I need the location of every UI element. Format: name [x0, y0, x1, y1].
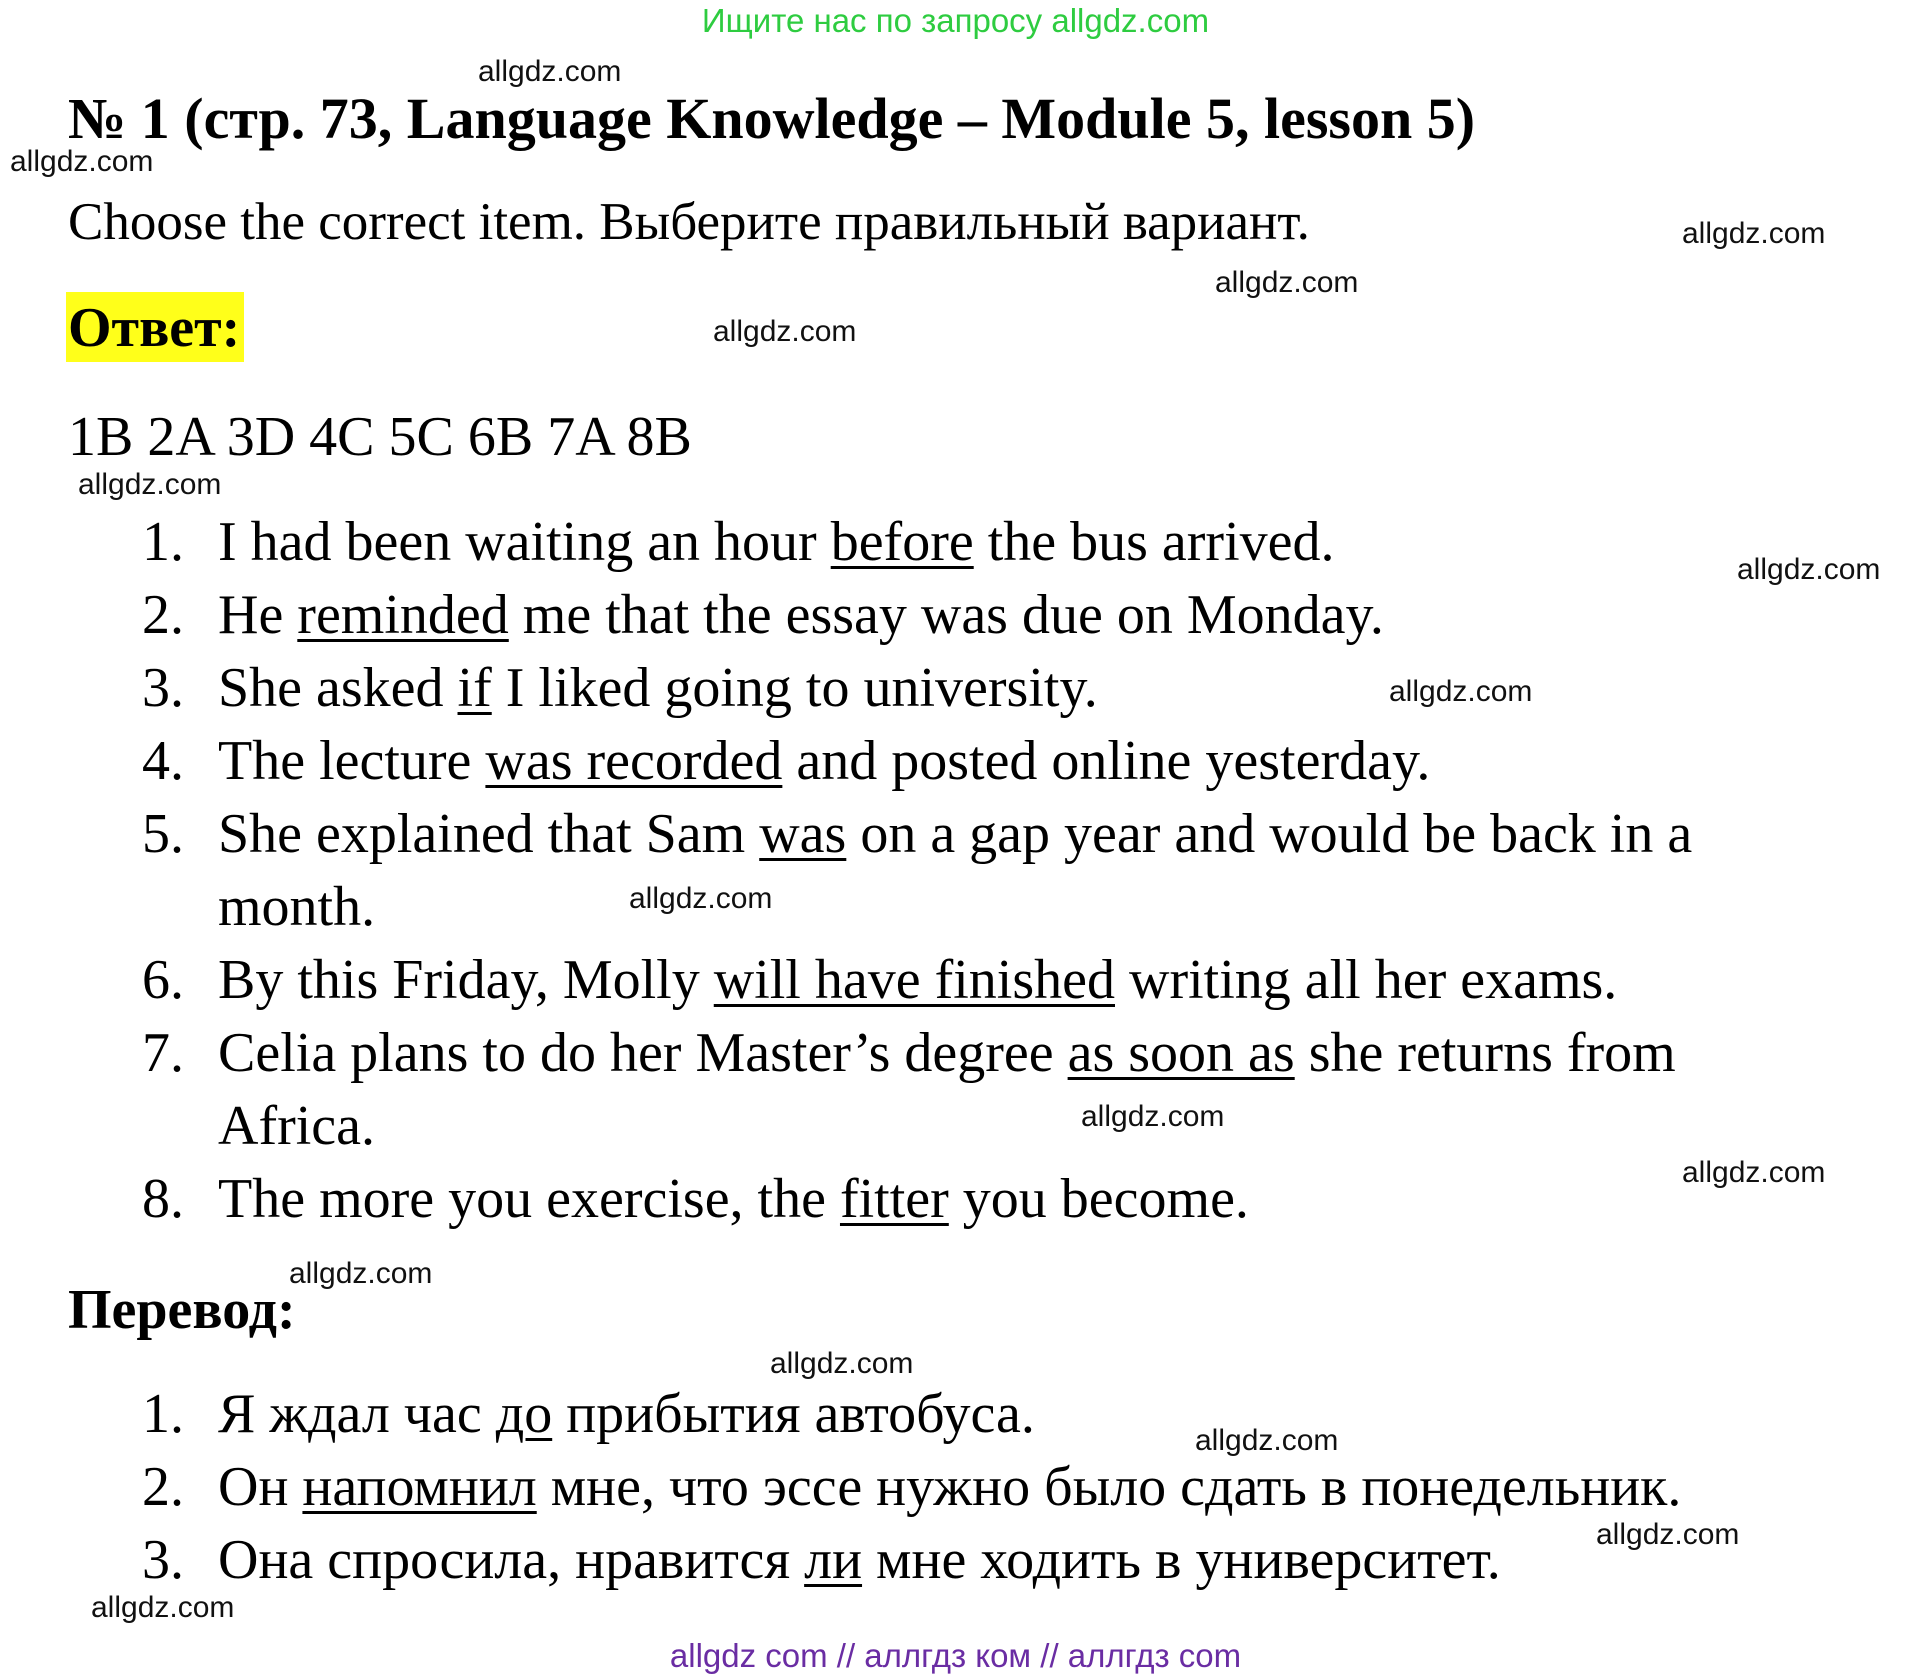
item-number: 2.: [142, 1456, 184, 1518]
item-text-after: you become.: [948, 1168, 1249, 1230]
instruction: Choose the correct item. Выберите правильный вариант.: [68, 193, 1310, 251]
item-text-before: I had been waiting an hour: [218, 511, 831, 573]
watermark: allgdz.com: [10, 145, 154, 178]
item-text-before: He: [218, 584, 298, 646]
list-item: [0, 1451, 1778, 1524]
watermark: allgdz.com: [1737, 553, 1881, 586]
item-answer: before: [830, 511, 974, 573]
item-text-before: She explained that Sam: [218, 803, 760, 865]
watermark: allgdz.com: [629, 882, 773, 915]
translation-label: Перевод:: [68, 1279, 296, 1341]
item-text-before: Она спросила, нравится: [218, 1529, 805, 1591]
item-answer: до: [495, 1383, 553, 1445]
watermark: allgdz.com: [713, 315, 857, 348]
item-text-before: Он: [218, 1456, 303, 1518]
list-item: [0, 798, 1778, 944]
item-text-after: I liked going to university.: [491, 657, 1098, 719]
item-text-after: мне ходить в университет.: [862, 1529, 1501, 1591]
item-text-before: Я ждал час: [218, 1383, 496, 1445]
item-number: 2.: [142, 584, 184, 646]
item-text-after: мне, что эссе нужно было сдать в понедельник.: [536, 1456, 1682, 1518]
item-text-after: the bus arrived.: [973, 511, 1335, 573]
watermark: allgdz.com: [1195, 1424, 1339, 1457]
answer-label: Ответ:: [66, 292, 244, 362]
watermark: allgdz.com: [91, 1591, 235, 1624]
item-text-before: By this Friday, Molly: [218, 949, 714, 1011]
item-number: 5.: [142, 803, 184, 865]
item-answer: will have finished: [713, 949, 1115, 1011]
top-banner: Ищите нас по запросу allgdz.com: [701, 2, 1210, 39]
item-text-after: and posted online yesterday.: [782, 730, 1431, 792]
item-text-after: on a gap year and would be back in a month.: [218, 803, 1693, 938]
item-answer: if: [457, 657, 492, 719]
item-number: 4.: [142, 730, 184, 792]
item-answer: was recorded: [485, 730, 783, 792]
item-answer: was: [759, 803, 847, 865]
item-number: 6.: [142, 949, 184, 1011]
watermark: allgdz.com: [1215, 266, 1359, 299]
watermark: allgdz.com: [78, 468, 222, 501]
item-text-before: She asked: [218, 657, 458, 719]
item-answer: reminded: [297, 584, 509, 646]
list-item: [0, 579, 1778, 652]
sentence-list: [0, 506, 1778, 1236]
item-text-after: прибытия автобуса.: [552, 1383, 1035, 1445]
watermark: allgdz.com: [1081, 1100, 1225, 1133]
item-answer: напомнил: [302, 1456, 537, 1518]
list-item: [0, 944, 1778, 1017]
item-number: 1.: [142, 1383, 184, 1445]
item-number: 7.: [142, 1022, 184, 1084]
watermark: allgdz.com: [1682, 1156, 1826, 1189]
watermark: allgdz.com: [1389, 675, 1533, 708]
watermark: allgdz.com: [770, 1347, 914, 1380]
list-item: [0, 725, 1778, 798]
list-item: [0, 1378, 1778, 1451]
item-answer: as soon as: [1067, 1022, 1295, 1084]
watermark: allgdz.com: [1596, 1518, 1740, 1551]
item-number: 1.: [142, 511, 184, 573]
item-text-after: me that the essay was due on Monday.: [508, 584, 1384, 646]
footer: allgdz com // аллгдз ком // аллгдз com: [669, 1637, 1242, 1674]
item-number: 3.: [142, 657, 184, 719]
item-text-before: The more you exercise, the: [218, 1168, 840, 1230]
item-answer: ли: [804, 1529, 863, 1591]
item-text-before: Celia plans to do her Master’s degree: [218, 1022, 1068, 1084]
list-item: [0, 1524, 1778, 1597]
item-text-after: she returns from Africa.: [218, 1022, 1676, 1157]
item-number: 3.: [142, 1529, 184, 1591]
item-text-before: The lecture: [218, 730, 486, 792]
list-item: [0, 652, 1778, 725]
watermark: allgdz.com: [1682, 217, 1826, 250]
list-item: [0, 1163, 1778, 1236]
item-number: 8.: [142, 1168, 184, 1230]
item-answer: fitter: [839, 1168, 949, 1230]
exercise-title: № 1 (стр. 73, Language Knowledge – Module 5, lesson 5): [68, 86, 1476, 151]
list-item: [0, 506, 1778, 579]
answer-key: 1B 2A 3D 4C 5C 6B 7A 8B: [68, 406, 692, 468]
watermark: allgdz.com: [478, 55, 622, 88]
list-item: [0, 1017, 1778, 1163]
watermark: allgdz.com: [289, 1257, 433, 1290]
item-text-after: writing all her exams.: [1115, 949, 1618, 1011]
translation-list: [0, 1378, 1778, 1597]
